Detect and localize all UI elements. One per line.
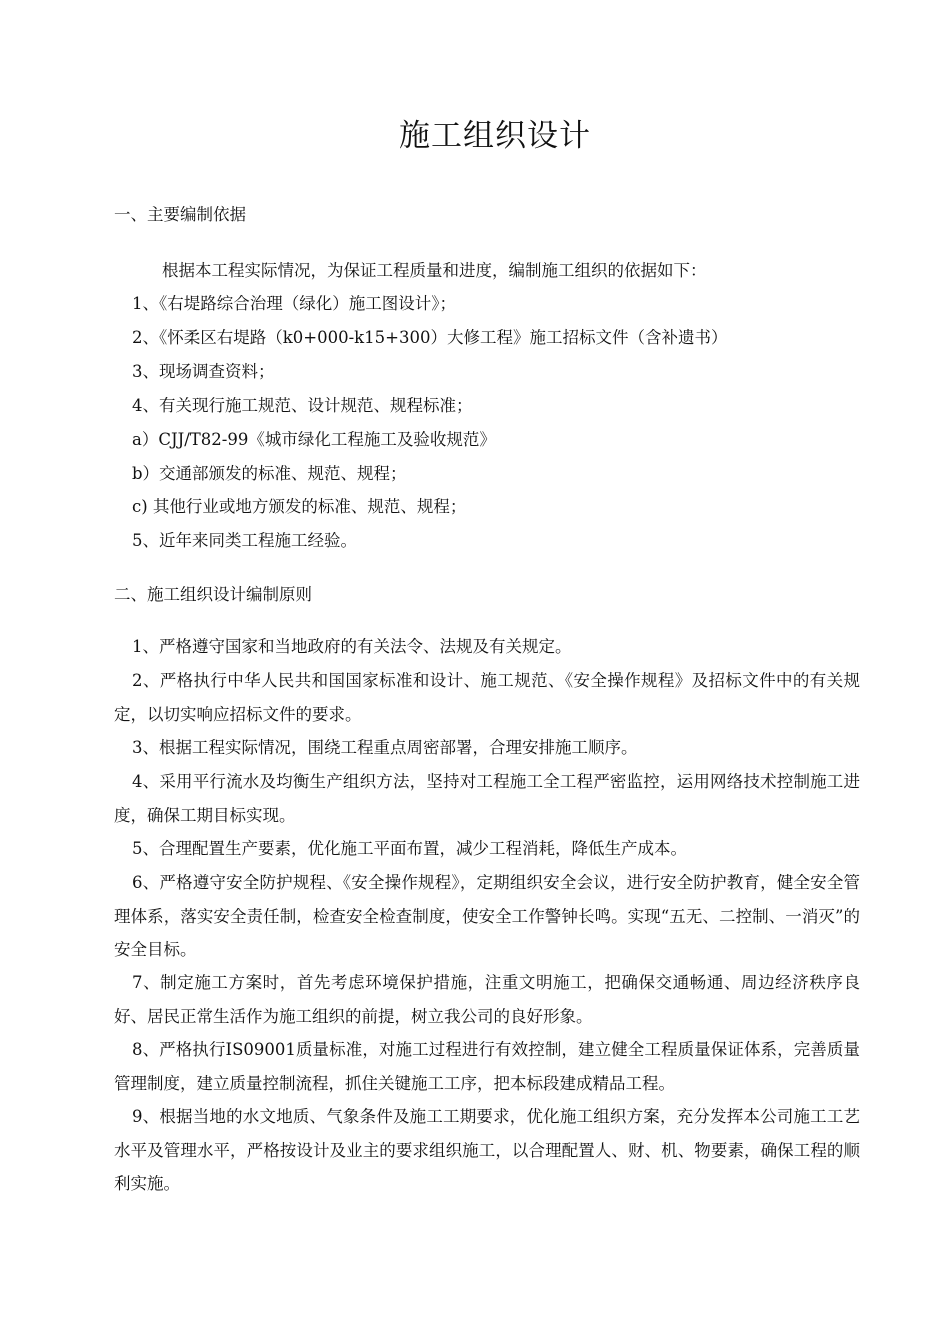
section-heading-basis: 一、主要编制依据 <box>114 205 246 224</box>
principle-item: 9、根据当地的水文地质、气象条件及施工工期要求，优化施工组织方案，充分发挥本公司施工工艺水平及管理水平，严格按设计及业主的要求组织施工，以合理配置人、财、机、物要素，确保工程的顺利实施。 <box>114 1107 860 1193</box>
principle-item: 8、严格执行IS09001质量标准，对施工过程进行有效控制，建立健全工程质量保证体系，完善质量管理制度，建立质量控制流程，抓住关键施工工序，把本标段建成精品工程。 <box>114 1040 860 1093</box>
basis-intro: 根据本工程实际情况，为保证工程质量和进度，编制施工组织的依据如下： <box>162 261 707 280</box>
basis-item: 3、现场调查资料； <box>132 362 275 381</box>
basis-item: b）交通部颁发的标准、规范、规程； <box>132 464 407 483</box>
principle-item: 6、严格遵守安全防护规程、《安全操作规程》，定期组织安全会议，进行安全防护教育，健全安全管理体系，落实安全责任制，检查安全检查制度，使安全工作警钟长鸣。实现“五无、二控制、一消灭”的安全目标。 <box>114 873 860 959</box>
basis-item: a）CJJ/T82-99《城市绿化工程施工及验收规范》 <box>132 430 496 449</box>
document-title: 施工组织设计 <box>399 118 591 154</box>
basis-item: 5、近年来同类工程施工经验。 <box>132 531 357 550</box>
basis-item: 1、《右堤路综合治理（绿化）施工图设计》； <box>132 294 456 313</box>
principle-item: 3、根据工程实际情况，围绕工程重点周密部署，合理安排施工顺序。 <box>132 738 638 757</box>
basis-item: 4、有关现行施工规范、设计规范、规程标准； <box>132 396 473 415</box>
section-heading-principles: 二、施工组织设计编制原则 <box>114 585 312 604</box>
principle-item: 1、严格遵守国家和当地政府的有关法令、法规及有关规定。 <box>132 637 572 656</box>
principle-item: 7、制定施工方案时，首先考虑环境保护措施，注重文明施工，把确保交通畅通、周边经济秩序良好、居民正常生活作为施工组织的前提，树立我公司的良好形象。 <box>114 973 860 1026</box>
principle-item: 5、合理配置生产要素，优化施工平面布置，减少工程消耗，降低生产成本。 <box>132 839 687 858</box>
principle-item: 2、严格执行中华人民共和国国家标准和设计、施工规范、《安全操作规程》及招标文件中的有关规定，以切实响应招标文件的要求。 <box>114 671 860 724</box>
basis-item: c) 其他行业或地方颁发的标准、规范、规程； <box>132 497 467 516</box>
basis-item: 2、《怀柔区右堤路（k0+000-k15+300）大修工程》施工招标文件（含补遗书） <box>132 328 728 347</box>
principle-item: 4、采用平行流水及均衡生产组织方法，坚持对工程施工全工程严密监控，运用网络技术控制施工进度，确保工期目标实现。 <box>114 772 860 825</box>
